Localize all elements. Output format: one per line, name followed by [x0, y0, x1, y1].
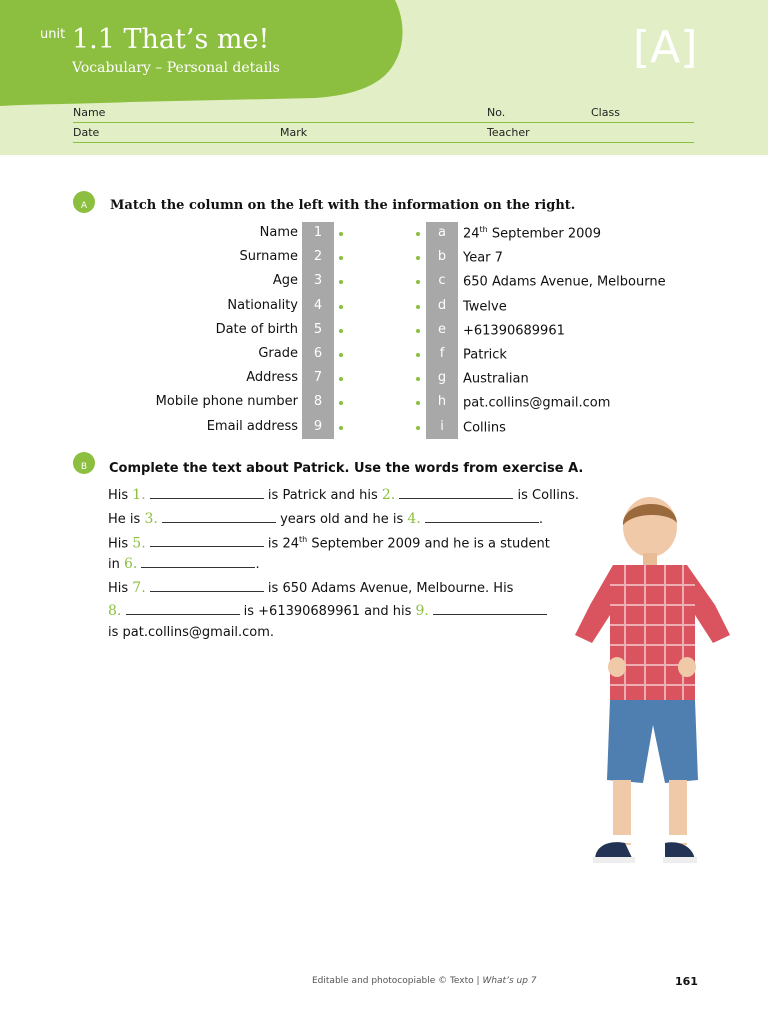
match-right-text: Collins	[463, 419, 506, 435]
page-subtitle: Vocabulary – Personal details	[72, 60, 280, 76]
match-dot-left[interactable]	[339, 353, 343, 357]
text-fragment: September 2009 and he is a student	[307, 536, 550, 552]
text-fragment: He is	[108, 512, 145, 527]
text-fragment: years old and he is	[275, 512, 408, 527]
gap-blank[interactable]	[433, 604, 547, 615]
match-dot-right[interactable]	[416, 426, 420, 430]
text-fragment: His	[108, 488, 133, 503]
text-line-4	[108, 556, 260, 572]
match-letter: a	[438, 225, 446, 240]
text-fragment: is Patrick and his	[263, 488, 382, 503]
match-left-label: Date of birth	[215, 321, 298, 337]
match-number: 4	[313, 297, 323, 313]
gap-blank[interactable]	[150, 536, 264, 547]
match-number: 8	[313, 394, 323, 410]
match-letter: g	[437, 370, 447, 386]
match-dot-right[interactable]	[416, 377, 420, 381]
match-dot-right[interactable]	[416, 329, 420, 333]
gap-blank[interactable]	[150, 581, 264, 592]
version-badge: [A]	[633, 22, 698, 73]
match-dot-right[interactable]	[416, 280, 420, 284]
footer-credit	[312, 976, 537, 986]
exercise-a-instruction: Match the column on the left with the information on the right.	[110, 198, 576, 213]
unit-label: unit	[40, 27, 66, 42]
match-dot-left[interactable]	[339, 305, 343, 309]
match-dot-left[interactable]	[339, 401, 343, 405]
match-letter: b	[437, 249, 447, 265]
match-dot-right[interactable]	[416, 401, 420, 405]
boy-photo-icon	[565, 495, 740, 890]
gap-blank[interactable]	[141, 557, 255, 568]
text-fragment: His	[108, 581, 133, 596]
gap-number: 7.	[132, 580, 146, 596]
match-left-label: Grade	[258, 346, 298, 361]
text-fragment: .	[255, 557, 260, 572]
text-fragment: His	[108, 536, 133, 552]
text-fragment: is +61390689961 and his	[239, 604, 416, 619]
match-right-label	[463, 346, 507, 362]
text-line-3	[108, 535, 550, 551]
gap-blank[interactable]	[126, 604, 240, 615]
gap-blank[interactable]	[162, 512, 276, 523]
match-left-label: Surname	[239, 249, 298, 265]
match-number: 9	[313, 418, 323, 434]
match-left-label: Age	[272, 273, 298, 289]
match-right-text: September 2009	[487, 226, 601, 242]
exercise-a-badge: A	[73, 191, 95, 213]
match-dot-left[interactable]	[339, 280, 343, 284]
footer-book: What’s up 7	[482, 976, 537, 986]
match-dot-left[interactable]	[339, 232, 343, 236]
match-dot-left[interactable]	[339, 377, 343, 381]
match-left-label: Name	[259, 225, 298, 240]
gap-number: 3.	[144, 511, 158, 527]
gap-number: 4.	[407, 511, 421, 527]
text-fragment: is 650 Adams Avenue, Melbourne. His	[263, 581, 514, 596]
match-right-text: Year 7	[463, 250, 503, 266]
match-right-label	[463, 394, 610, 410]
class-label: Class	[591, 106, 620, 119]
mark-label: Mark	[280, 126, 308, 139]
match-number: 5	[313, 321, 323, 337]
match-letter: e	[438, 321, 446, 337]
match-left-label: Email address	[206, 418, 298, 434]
match-left-label: Address	[246, 370, 298, 386]
match-dot-right[interactable]	[416, 305, 420, 309]
gap-number: 6.	[123, 556, 138, 572]
match-right-text: Twelve	[463, 298, 507, 314]
match-letter: d	[437, 297, 447, 313]
gap-blank[interactable]	[399, 488, 513, 499]
superscript: th	[299, 535, 308, 544]
gap-number: 2.	[381, 487, 396, 503]
match-right-label	[463, 298, 507, 314]
match-right-text: 650 Adams Avenue, Melbourne	[463, 274, 666, 290]
exercise-b-instruction: Complete the text about Patrick. Use the words from exercise A.	[109, 461, 584, 476]
gap-number: 8.	[108, 603, 122, 619]
date-line	[73, 142, 694, 143]
name-line	[73, 122, 694, 123]
match-letter: c	[438, 273, 446, 289]
match-right-text: Patrick	[463, 347, 507, 363]
match-dot-left[interactable]	[339, 426, 343, 430]
match-right-label	[463, 322, 565, 338]
match-left-label: Mobile phone number	[155, 394, 298, 410]
match-number: 3	[313, 273, 323, 289]
page-title: 1.1 That’s me!	[72, 24, 270, 55]
text-fragment: is 24	[263, 536, 299, 552]
match-number: 6	[313, 346, 323, 361]
match-right-label	[463, 225, 601, 241]
text-fragment: .	[538, 512, 544, 527]
match-right-label	[463, 273, 666, 289]
footer-text: Editable and photocopiable © Texto |	[312, 976, 483, 986]
match-right-label	[463, 370, 529, 386]
match-right-label	[463, 419, 506, 435]
number-label: No.	[487, 106, 506, 119]
text-line-5	[108, 580, 513, 596]
gap-blank[interactable]	[150, 488, 264, 499]
text-line-7	[108, 625, 274, 640]
page-number: 161	[675, 975, 698, 988]
match-left-label: Nationality	[227, 297, 298, 313]
match-number: 2	[313, 249, 323, 265]
gap-number: 1.	[132, 487, 146, 503]
match-number: 1	[313, 225, 323, 240]
text-fragment: is pat.collins@gmail.com.	[108, 625, 275, 640]
match-dot-left[interactable]	[339, 256, 343, 260]
match-dot-right[interactable]	[416, 232, 420, 236]
superscript: th	[479, 225, 488, 234]
text-line-6	[108, 603, 547, 619]
gap-blank[interactable]	[425, 512, 539, 523]
match-letter: h	[437, 394, 447, 410]
match-right-text: 24	[463, 226, 480, 242]
match-dot-right[interactable]	[416, 256, 420, 260]
text-line-1	[108, 487, 579, 503]
match-right-text: +61390689961	[463, 323, 565, 339]
match-dot-right[interactable]	[416, 353, 420, 357]
match-right-text: Australian	[463, 371, 529, 387]
match-letter: i	[440, 418, 444, 434]
gap-number: 5.	[132, 535, 146, 552]
match-dot-left[interactable]	[339, 329, 343, 333]
text-fragment: is Collins.	[513, 488, 580, 503]
gap-number: 9.	[415, 603, 429, 619]
match-right-label	[463, 249, 503, 265]
match-letter: f	[439, 346, 445, 361]
match-right-text: pat.collins@gmail.com	[463, 395, 611, 411]
date-label: Date	[73, 126, 100, 139]
teacher-label: Teacher	[487, 126, 530, 139]
match-number: 7	[313, 370, 323, 386]
exercise-b-badge: B	[73, 452, 95, 474]
name-label: Name	[73, 106, 106, 119]
text-line-2	[108, 511, 543, 527]
text-fragment: in	[108, 557, 124, 572]
